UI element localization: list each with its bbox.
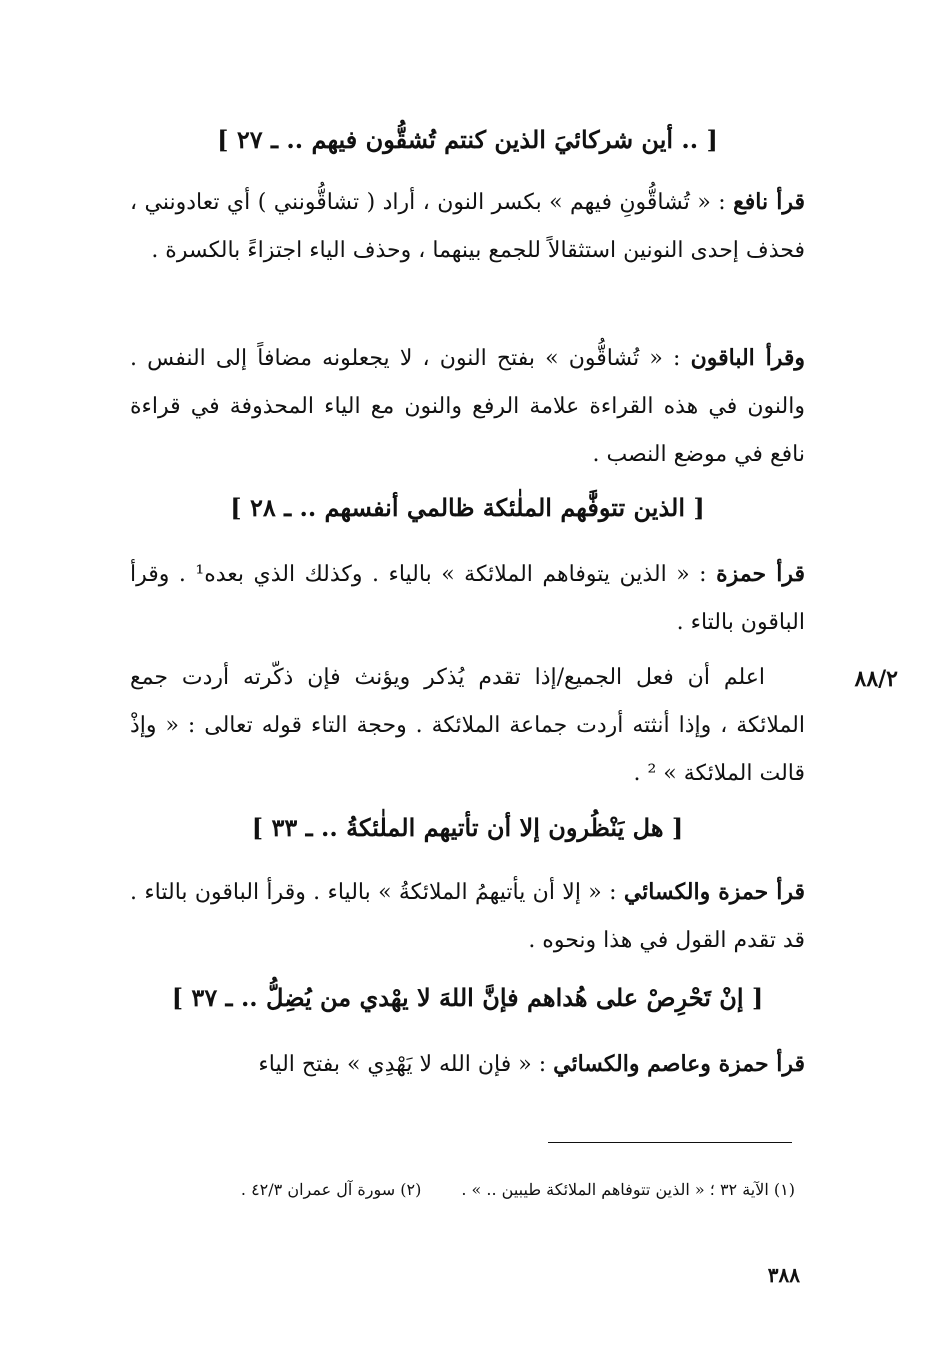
paragraph-hamza-reading	[130, 550, 805, 647]
footnote-2: (٢) سورة آل عمران ٤٢/٣ .	[240, 1180, 422, 1199]
paragraph-others-reading	[130, 334, 805, 479]
footnotes	[110, 1180, 795, 1199]
paragraph-hamza-kisai-reading	[130, 868, 805, 965]
reader-name: قرأ حمزة والكسائي	[623, 879, 805, 905]
verse-heading-33: [ هل يَنْظُرون إلا أن تأتيهم الملٰئكةُ .. ـ ٣٣ ]	[251, 813, 684, 842]
paragraph-text: : « فإن الله لا يَهْدِي » بفتح الياء	[258, 1052, 554, 1077]
paragraph-text: : « تُشاقُّون » بفتح النون ، لا يجعلونه مضافاً إلى النفس . والنون في هذه القراءة علامة الرفع والنون مع الياء المحذوفة في قراءة نافع في موضع النصب .	[130, 346, 805, 467]
page-number: ٣٨٨	[767, 1263, 800, 1287]
paragraph-nafi-reading	[130, 178, 805, 275]
paragraph-text: اعلم أن فعل الجميع/إذا تقدم يُذكر ويؤنث فإن ذكّرته أردت جمع الملائكة ، وإذا أنثته أردت جماعة الملائكة . وحجة التاء قوله تعالى : « وإذْ قالت الملائكة » ² .	[130, 665, 805, 786]
paragraph-text: : « الذين يتوفاهم الملائكة » بالياء . وكذلك الذي بعده¹ . وقرأ الباقون بالتاء .	[130, 562, 805, 635]
reader-name: قرأ نافع	[733, 189, 806, 215]
paragraph-text: : « إلا أن يأتيهمُ الملائكةُ » بالياء . وقرأ الباقون بالتاء . قد تقدم القول في هذا ونحوه .	[130, 880, 805, 953]
footnote-1: (١) الآية ٣٢ ؛ « الذين تتوفاهم الملائكة طيبين .. » .	[461, 1180, 795, 1199]
reader-name: قرأ حمزة وعاصم والكسائي	[553, 1051, 805, 1077]
verse-heading-37: [ إنْ تَحْرِصْ على هُداهم فإنَّ اللهَ لا يهْدي من يُضِلُّ .. ـ ٣٧ ]	[171, 983, 764, 1012]
reader-name: قرأ حمزة	[716, 561, 805, 587]
paragraph-hamza-asim-kisai-reading	[130, 1040, 805, 1089]
verse-heading-28: [ الذين تتوفَّٰهم الملٰئكة ظالمي أنفسهم .. ـ ٢٨ ]	[230, 493, 705, 522]
paragraph-explanation	[130, 654, 805, 798]
verse-heading-27: [ .. أين شركائيَ الذين كنتم تُشقُّون فيهم .. ـ ٢٧ ]	[217, 125, 718, 154]
footnote-divider	[548, 1142, 792, 1143]
margin-reference: ٨٨/٢	[854, 666, 898, 692]
reader-name: وقرأ الباقون	[690, 345, 805, 371]
paragraph-text: : « تُشاقُّونِ فيهم » بكسر النون ، أراد ( تشاقُّونني ) أي تعادونني ، فحذف إحدى النونين استثقالاً للجمع بينهما ، وحذف الياء اجتزاءً بالكسرة .	[130, 190, 805, 263]
